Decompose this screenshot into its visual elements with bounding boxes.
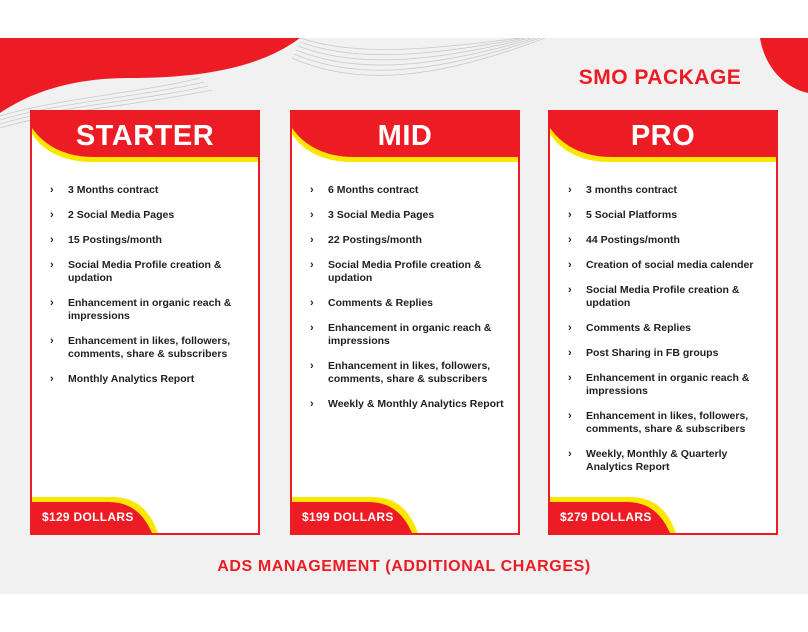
chevron-right-icon: › [310, 322, 314, 334]
list-item: › Weekly & Monthly Analytics Report [310, 398, 504, 410]
chevron-right-icon: › [310, 184, 314, 196]
chevron-right-icon: › [310, 209, 314, 221]
chevron-right-icon: › [50, 259, 54, 271]
plan-name: MID [377, 120, 433, 152]
list-item: › 6 Months contract [310, 184, 419, 196]
list-item: › 22 Postings/month [310, 234, 422, 246]
list-item: › Enhancement in likes, followers, comments, share & subscribers [310, 360, 491, 385]
plan-name: PRO [630, 120, 696, 152]
list-item: › Enhancement in organic reach & impressions [50, 297, 232, 322]
chevron-right-icon: › [50, 184, 54, 196]
list-item: › 5 Social Platforms [568, 209, 678, 221]
list-item: › Creation of social media calender [568, 259, 754, 271]
chevron-right-icon: › [50, 234, 54, 246]
card-header [32, 112, 260, 174]
card-footer [550, 493, 778, 533]
chevron-right-icon: › [310, 234, 314, 246]
list-item: › 3 Months contract [50, 184, 159, 196]
list-item: › Weekly, Monthly & Quarterly Analytics Report [568, 448, 728, 473]
list-item: › Enhancement in likes, followers, comments, share & subscribers [568, 410, 749, 435]
feature-list [568, 184, 768, 486]
chevron-right-icon: › [568, 410, 572, 422]
list-item: › 15 Postings/month [50, 234, 162, 246]
plan-name: STARTER [75, 120, 215, 152]
list-item: › 3 months contract [568, 184, 678, 196]
list-item: › Enhancement in organic reach & impressions [310, 322, 492, 347]
chevron-right-icon: › [50, 335, 54, 347]
chevron-right-icon: › [568, 259, 572, 271]
list-item: › 2 Social Media Pages [50, 209, 175, 221]
list-item: › Social Media Profile creation & updation [310, 259, 482, 284]
list-item: › Enhancement in likes, followers, comments, share & subscribers [50, 335, 231, 360]
plan-price: $129 DOLLARS [42, 510, 134, 524]
list-item: › 3 Social Media Pages [310, 209, 435, 221]
list-item: › Social Media Profile creation & updation [568, 284, 740, 309]
feature-list [310, 184, 510, 423]
card-footer [292, 493, 520, 533]
list-item: › Comments & Replies [310, 297, 434, 309]
chevron-right-icon: › [310, 297, 314, 309]
card-footer [32, 493, 260, 533]
chevron-right-icon: › [568, 448, 572, 460]
chevron-right-icon: › [568, 372, 572, 384]
plan-price: $279 DOLLARS [560, 510, 652, 524]
card-header [550, 112, 778, 174]
chevron-right-icon: › [568, 322, 572, 334]
list-item: › 44 Postings/month [568, 234, 680, 246]
chevron-right-icon: › [568, 284, 572, 296]
list-item: › Social Media Profile creation & updation [50, 259, 222, 284]
plan-card-pro [548, 110, 778, 535]
plan-card-starter [30, 110, 260, 535]
chevron-right-icon: › [568, 347, 572, 359]
chevron-right-icon: › [568, 209, 572, 221]
list-item: › Monthly Analytics Report [50, 373, 195, 385]
chevron-right-icon: › [310, 259, 314, 271]
plan-card-mid [290, 110, 520, 535]
ads-management-note: ADS MANAGEMENT (ADDITIONAL CHARGES) [217, 558, 591, 575]
background-panel [0, 38, 808, 594]
chevron-right-icon: › [310, 360, 314, 372]
chevron-right-icon: › [310, 398, 314, 410]
plan-price: $199 DOLLARS [302, 510, 394, 524]
chevron-right-icon: › [50, 297, 54, 309]
chevron-right-icon: › [50, 373, 54, 385]
list-item: › Enhancement in organic reach & impressions [568, 372, 750, 397]
card-header [292, 112, 520, 174]
chevron-right-icon: › [50, 209, 54, 221]
list-item: › Comments & Replies [568, 322, 692, 334]
feature-list [50, 184, 250, 398]
chevron-right-icon: › [568, 184, 572, 196]
package-title: SMO PACKAGE [578, 66, 742, 89]
list-item: › Post Sharing in FB groups [568, 347, 719, 359]
chevron-right-icon: › [568, 234, 572, 246]
